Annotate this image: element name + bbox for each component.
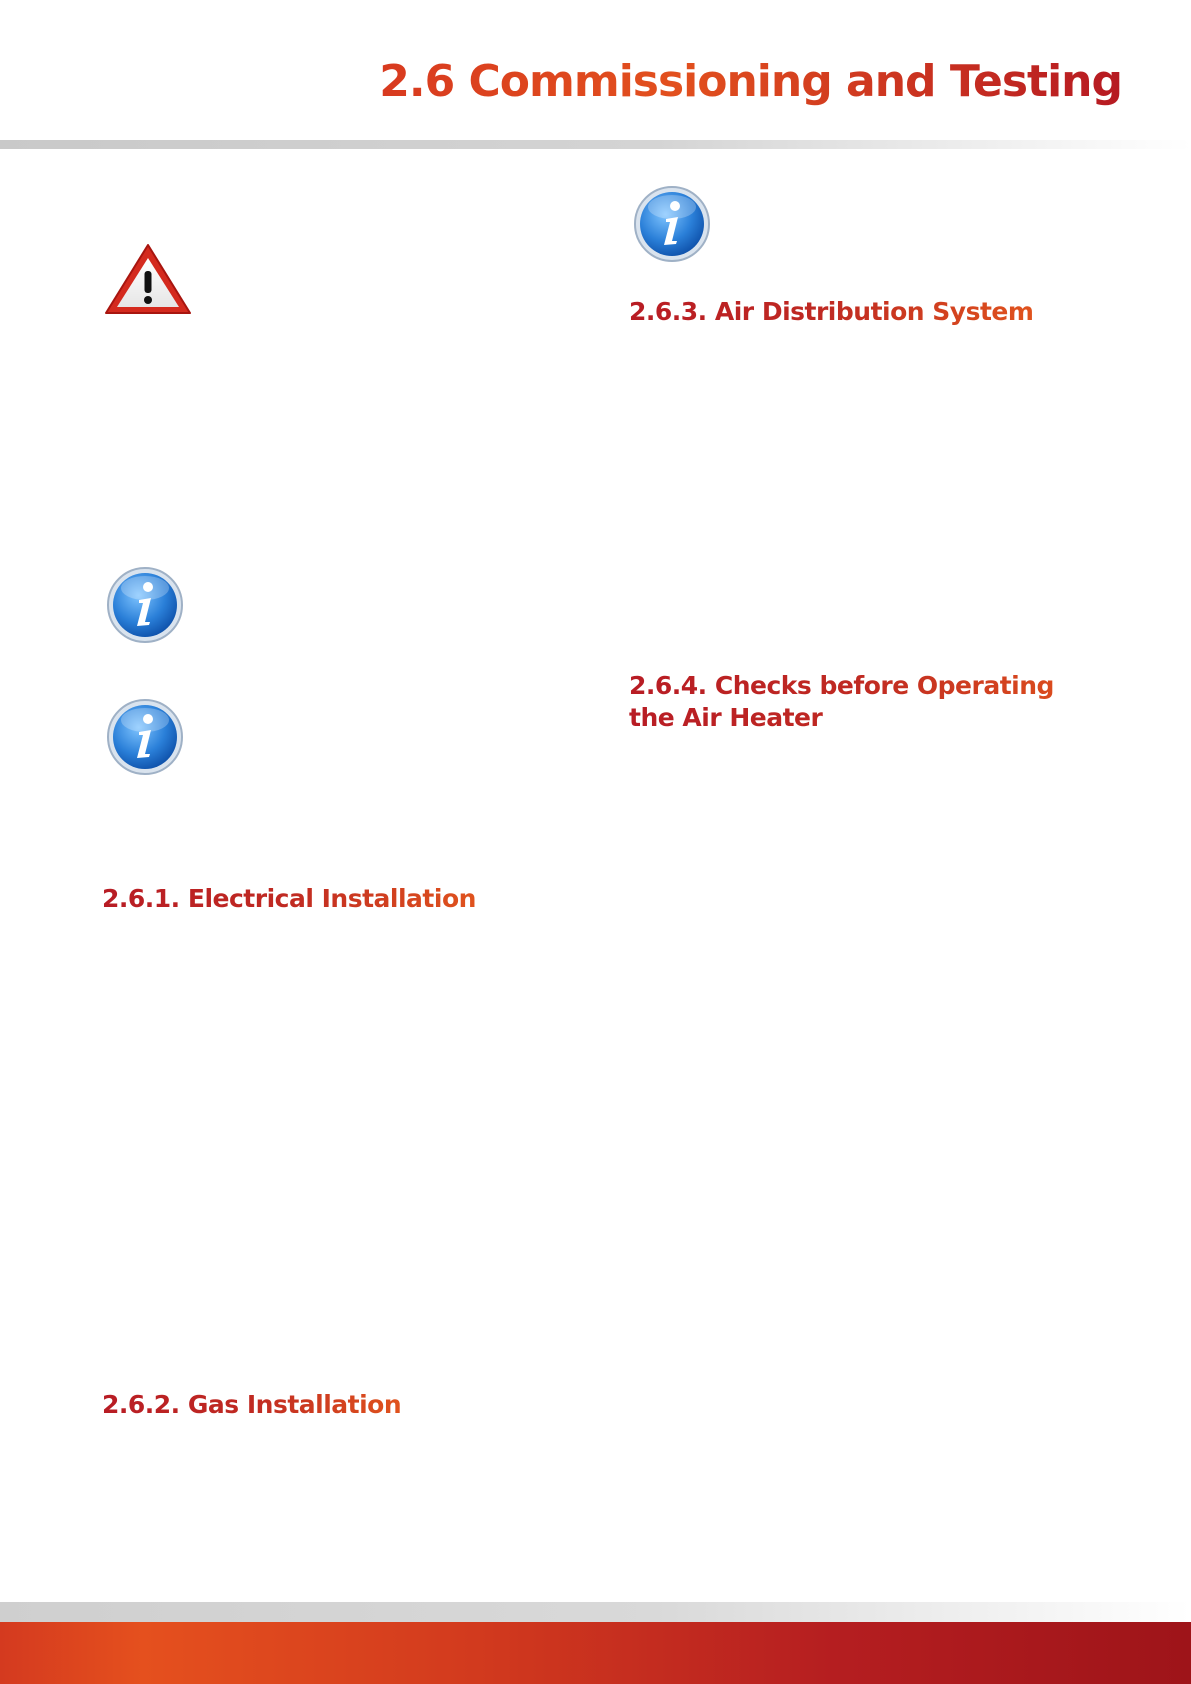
info-icon bbox=[106, 698, 184, 776]
info-icon bbox=[633, 185, 711, 263]
footer-divider bbox=[0, 1602, 1191, 1622]
header-divider bbox=[0, 140, 1191, 149]
section-heading-checks: 2.6.4. Checks before Operating the Air Heater bbox=[629, 670, 1099, 734]
section-heading-air-distribution: 2.6.3. Air Distribution System bbox=[629, 297, 1034, 326]
footer-band bbox=[0, 1622, 1191, 1684]
info-icon bbox=[106, 566, 184, 644]
warning-triangle-icon bbox=[104, 242, 192, 316]
section-heading-gas: 2.6.2. Gas Installation bbox=[102, 1390, 402, 1419]
section-heading-electrical: 2.6.1. Electrical Installation bbox=[102, 884, 476, 913]
page-title: 2.6 Commissioning and Testing bbox=[379, 56, 1122, 107]
